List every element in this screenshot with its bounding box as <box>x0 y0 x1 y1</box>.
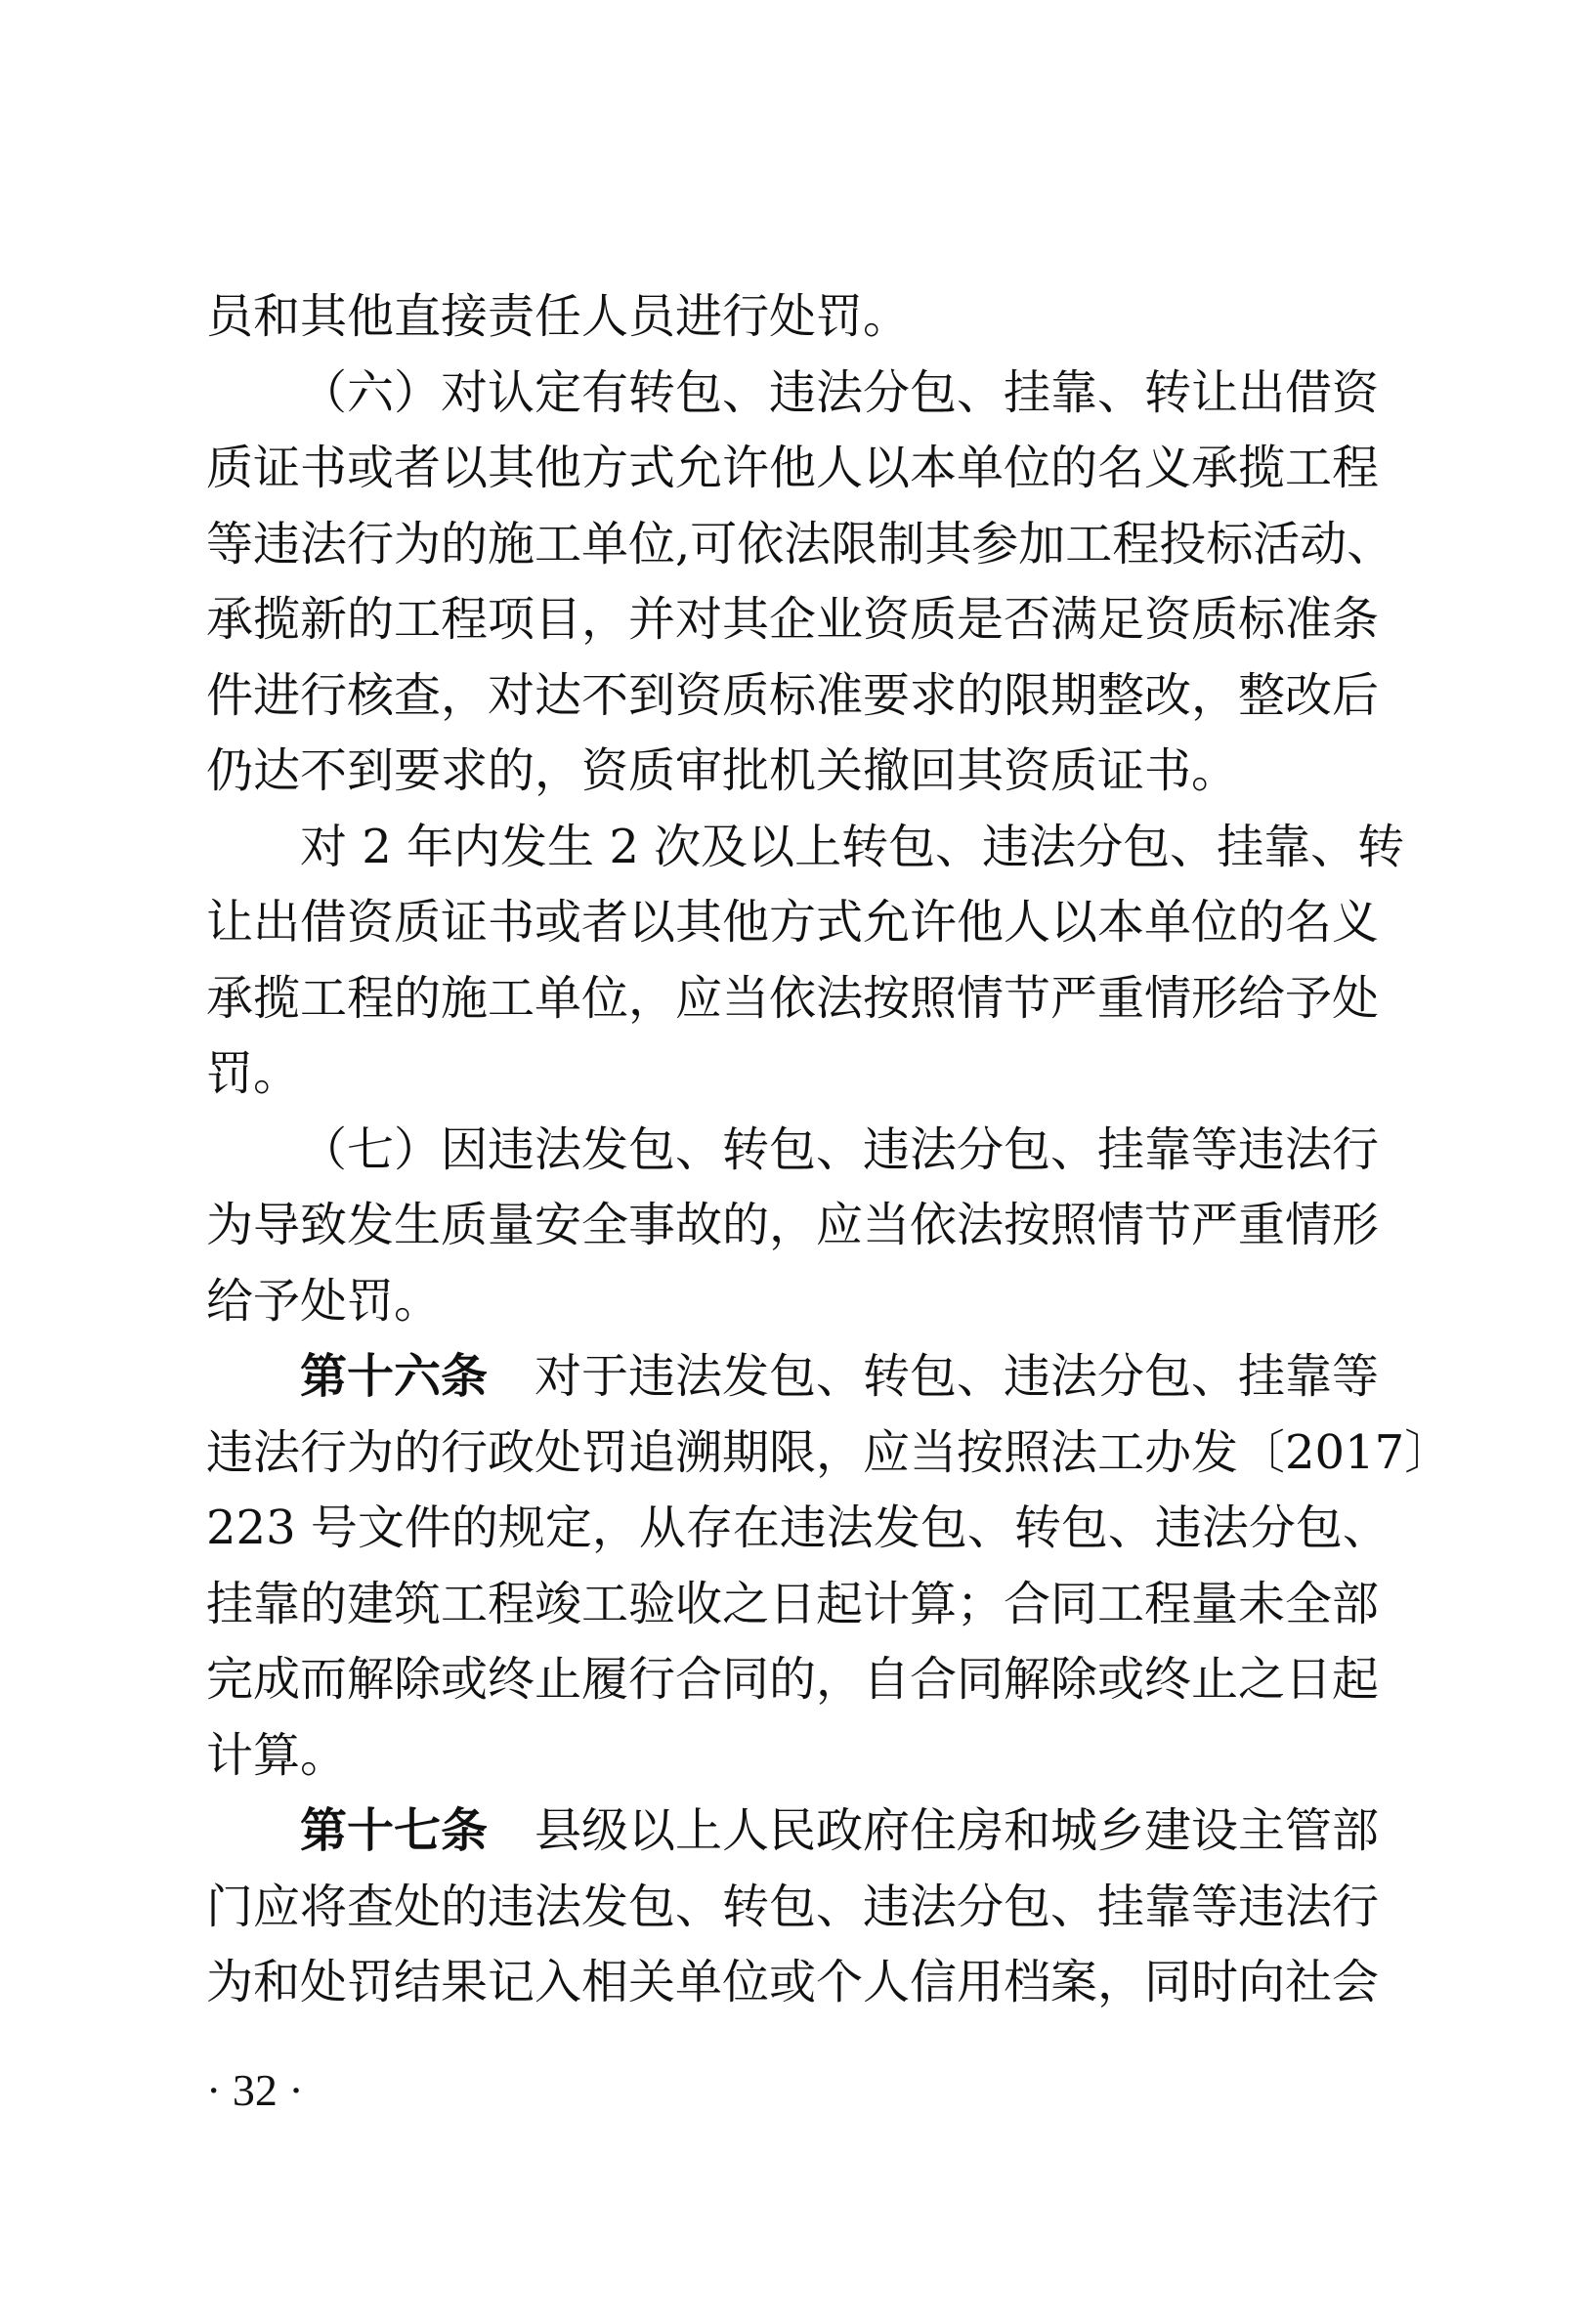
text-line: 罚。 <box>206 1046 301 1101</box>
text-line: 223 号文件的规定，从存在违法发包、转包、违法分包、 <box>206 1500 1390 1555</box>
text-line: 完成而解除或终止履行合同的，自合同解除或终止之日起 <box>206 1652 1380 1707</box>
article-heading: 第十六条 <box>300 1349 489 1404</box>
text-line: 为和处罚结果记入相关单位或个人信用档案，同时向社会 <box>206 1955 1380 2009</box>
text-line: 员和其他直接责任人员进行处罚。 <box>206 289 911 344</box>
body-text <box>206 279 1452 2021</box>
article-text: 县级以上人民政府住房和城乡建设主管部 <box>535 1803 1380 1858</box>
text-line: 挂靠的建筑工程竣工验收之日起计算；合同工程量未全部 <box>206 1576 1380 1631</box>
article-text: 对于违法发包、转包、违法分包、挂靠等 <box>535 1349 1380 1404</box>
text-line: 门应将查处的违法发包、转包、违法分包、挂靠等违法行 <box>206 1879 1380 1934</box>
text-line: 件进行核查，对达不到资质标准要求的限期整改，整改后 <box>206 667 1380 723</box>
text-line: 等违法行为的施工单位,可依法限制其参加工程投标活动、 <box>206 516 1394 571</box>
text-line: 让出借资质证书或者以其他方式允许他人以本单位的名义 <box>206 895 1380 950</box>
text-line: 质证书或者以其他方式允许他人以本单位的名义承揽工程 <box>206 441 1380 495</box>
article-heading: 第十七条 <box>300 1803 489 1858</box>
text-line: （六）对认定有转包、违法分包、挂靠、转让出借资 <box>300 364 1380 420</box>
text-line: 违法行为的行政处罚追溯期限，应当按照法工办发〔2017〕 <box>206 1424 1452 1480</box>
page-number: · 32 · <box>206 2065 304 2115</box>
text-line: 为导致发生质量安全事故的，应当依法按照情节严重情形 <box>206 1198 1380 1252</box>
text-line: 仍达不到要求的，资质审批机关撤回其资质证书。 <box>206 743 1239 798</box>
text-line: （七）因违法发包、转包、违法分包、挂靠等违法行 <box>300 1121 1380 1177</box>
article-first-line <box>206 1794 1380 1870</box>
text-line: 承揽新的工程项目，并对其企业资质是否满足资质标准条 <box>206 592 1380 647</box>
text-line: 对 2 年内发生 2 次及以上转包、违法分包、挂靠、转 <box>300 819 1405 874</box>
text-line: 给予处罚。 <box>206 1273 442 1329</box>
text-line: 承揽工程的施工单位，应当依法按照情节严重情形给予处 <box>206 970 1380 1026</box>
article-first-line <box>206 1339 1380 1416</box>
text-line: 计算。 <box>206 1727 348 1783</box>
